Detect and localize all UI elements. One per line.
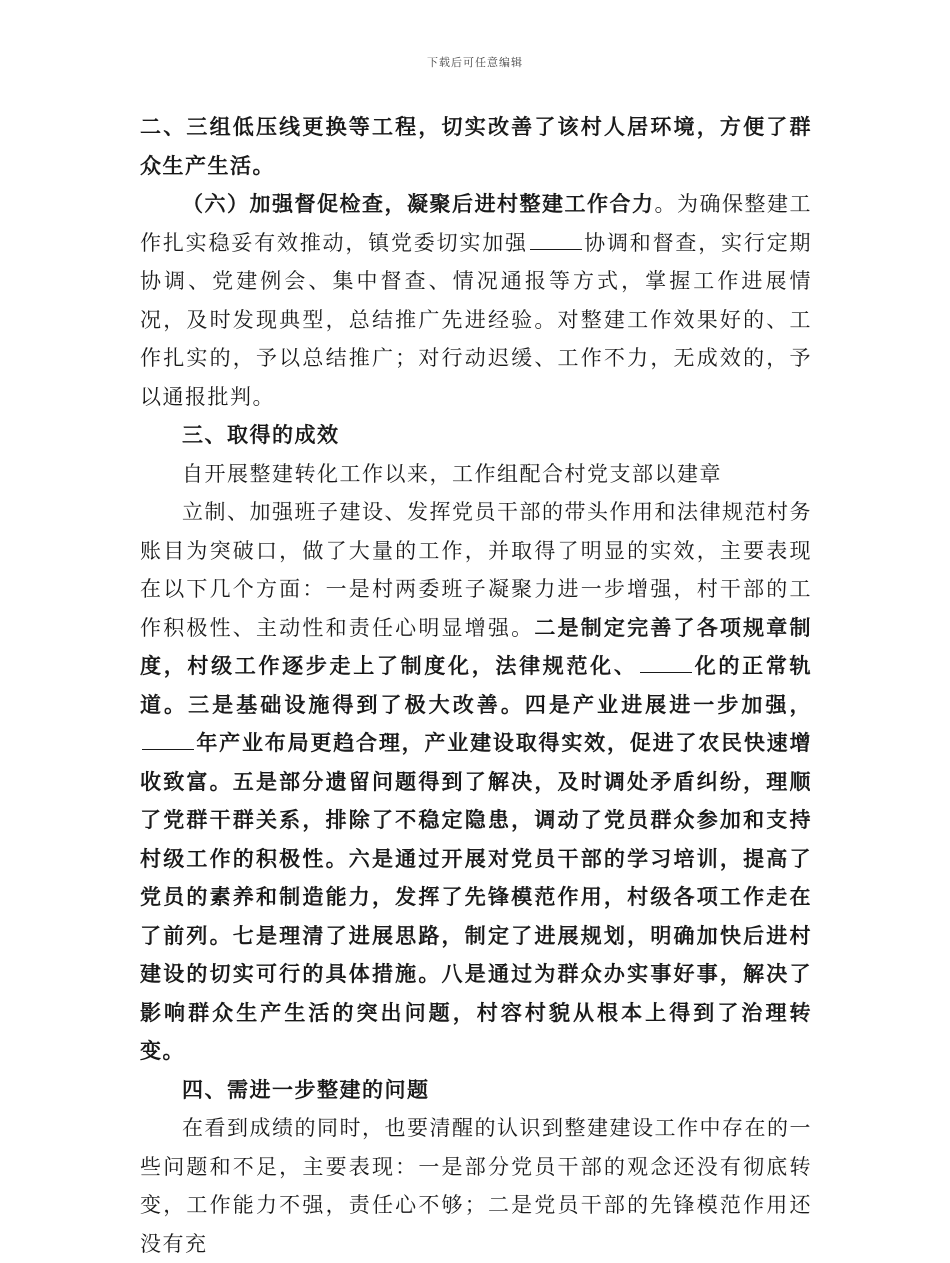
paragraph-4-bold-3: 年产业布局更趋合理，产业建设取得实效，促进了农民快速增收致富。五是部分遗留问题得到了解决，及时调处矛盾纠纷，理顺了党群干群关系，排除了不稳定隐患，调动了党员群众参加和支持村级工作的积极性。六是通过开展对党员干部的学习培训，提高了党员的素养和制造能力，发挥了先锋模范作用，村级各项工作走在了前列。七是理清了进展思路，制定了进展规划，明确加快后进村建设的切实可行的具体措施。八是通过为群众办实事好事，解决了影响群众生产生活的突出问题，村容村貌从根本上得到了治理转变。 [140, 730, 812, 1063]
paragraph-4-text-a: 立制、加强班子建设、发挥党员干部的带头作用和法律规范村务账目为突破口，做了大量的工作，并取得了明显的实效，主要表现在以下几个方面：一是村两委班子凝聚力进一步增强，村干部的工作积极性、主动性和责任心明显增强。 [140, 500, 812, 640]
paragraph-2-text-b: 协调和督查，实行定期协调、党建例会、集中督查、情况通报等方式，掌握工作进展情况，及时发现典型，总结推广先进经验。对整建工作效果好的、工作扎实的，予以总结推广；对行动迟缓、工作不力，无成效的，予以通报批判。 [140, 230, 813, 409]
paragraph-2 [140, 185, 812, 416]
page-header-note: 下载后可任意编辑 [427, 56, 523, 69]
paragraph-2-text-a: 。为确保整建工作扎实稳妥有效推动，镇党委切实加强 [140, 192, 812, 255]
paragraph-5: 在看到成绩的同时，也要清醒的认识到整建建设工作中存在的一些问题和不足，主要表现：一是部分党员干部的观念还没有彻底转变，工作能力不强，责任心不够；二是党员干部的先锋模范作用还没有充 [140, 1116, 812, 1256]
blank-underline [530, 231, 582, 250]
paragraph-4-bold-1: 二是制定完善了各项规章制度，村级工作逐步走上了制度化，法律规范化、 [140, 614, 813, 678]
document-body [140, 108, 812, 1263]
heading-section-3: 三、取得的成效 [182, 422, 340, 447]
paragraph-3: 自开展整建转化工作以来，工作组配合村党支部以建章 [182, 461, 722, 486]
blank-underline [142, 731, 194, 750]
paragraph-4 [140, 493, 812, 1071]
blank-underline [640, 654, 692, 673]
paragraph-1: 二、三组低压线更换等工程，切实改善了该村人居环境，方便了群众生产生活。 [140, 114, 812, 178]
heading-section-4: 四、需进一步整建的问题 [182, 1076, 430, 1102]
paragraph-4-bold-2: 化的正常轨道。三是基础设施得到了极大改善。四是产业进展进一步加强， [140, 653, 813, 717]
section-6-title: （六）加强督促检查，凝聚后进村整建工作合力 [182, 191, 655, 216]
